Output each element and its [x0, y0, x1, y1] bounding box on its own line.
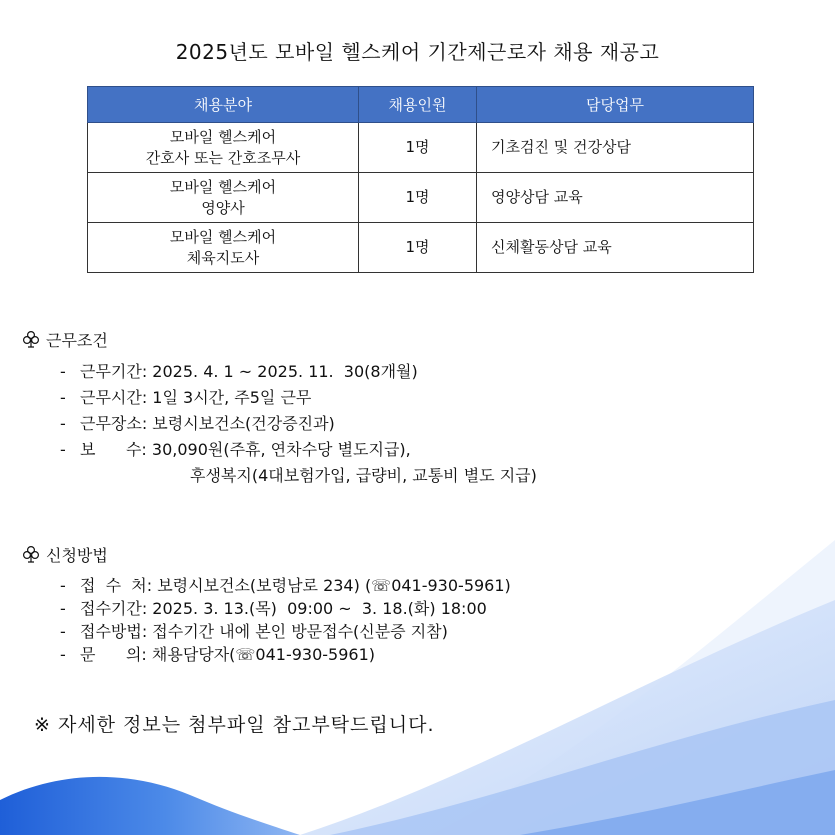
- condition-continuation: 후생복지(4대보험가입, 급량비, 교통비 별도 지급): [190, 466, 537, 485]
- condition-item: - 근무시간: 1일 3시간, 주5일 근무: [60, 388, 312, 407]
- duty-cell: 신체활동상담 교육: [477, 223, 754, 273]
- work-conditions-section: [22, 327, 537, 489]
- duty-cell: 영양상담 교육: [477, 173, 754, 223]
- header-duty: 담당업무: [477, 87, 754, 123]
- work-conditions-heading: [22, 327, 537, 351]
- header-count: 채용인원: [359, 87, 477, 123]
- application-item: - 문 의: 채용담당자(☏041-930-5961): [60, 645, 376, 664]
- count-cell: 1명: [359, 123, 477, 173]
- attachment-notice: ※ 자세한 정보는 첨부파일 참고부탁드립니다.: [34, 714, 435, 736]
- field-line: 모바일 헬스케어: [169, 127, 277, 146]
- section-title: 근무조건: [46, 330, 108, 350]
- clover-icon: [22, 545, 40, 563]
- count-cell: 1명: [359, 173, 477, 223]
- table-row: [88, 223, 754, 273]
- table-row: [88, 173, 754, 223]
- field-line: 간호사 또는 간호조무사: [145, 148, 301, 167]
- count-cell: 1명: [359, 223, 477, 273]
- field-line: 모바일 헬스케어: [169, 227, 277, 246]
- table-header-row: [88, 87, 754, 123]
- table-row: [88, 123, 754, 173]
- field-cell: [88, 173, 359, 223]
- page-title: 2025년도 모바일 헬스케어 기간제근로자 채용 재공고: [175, 40, 660, 64]
- application-item: - 접수기간: 2025. 3. 13.(목) 09:00 ~ 3. 18.(화) 18:00: [60, 599, 487, 618]
- header-field: 채용분야: [88, 87, 359, 123]
- application-item: - 접 수 처: 보령시보건소(보령남로 234) (☏041-930-5961): [60, 576, 511, 595]
- condition-item: - 근무장소: 보령시보건소(건강증진과): [60, 414, 335, 433]
- field-line: 모바일 헬스케어: [169, 177, 277, 196]
- clover-icon: [22, 330, 40, 348]
- field-line: 체육지도사: [186, 248, 260, 267]
- application-heading: [22, 542, 511, 566]
- application-section: [22, 542, 511, 666]
- condition-item: - 근무기간: 2025. 4. 1 ~ 2025. 11. 30(8개월): [60, 362, 418, 381]
- field-cell: [88, 123, 359, 173]
- field-cell: [88, 223, 359, 273]
- condition-item: - 보 수: 30,090원(주휴, 연차수당 별도지급),: [60, 440, 411, 459]
- recruitment-table: [87, 86, 754, 273]
- duty-cell: 기초검진 및 건강상담: [477, 123, 754, 173]
- field-line: 영양사: [201, 198, 245, 217]
- section-title: 신청방법: [46, 545, 108, 565]
- application-item: - 접수방법: 접수기간 내에 본인 방문접수(신분증 지참): [60, 622, 448, 641]
